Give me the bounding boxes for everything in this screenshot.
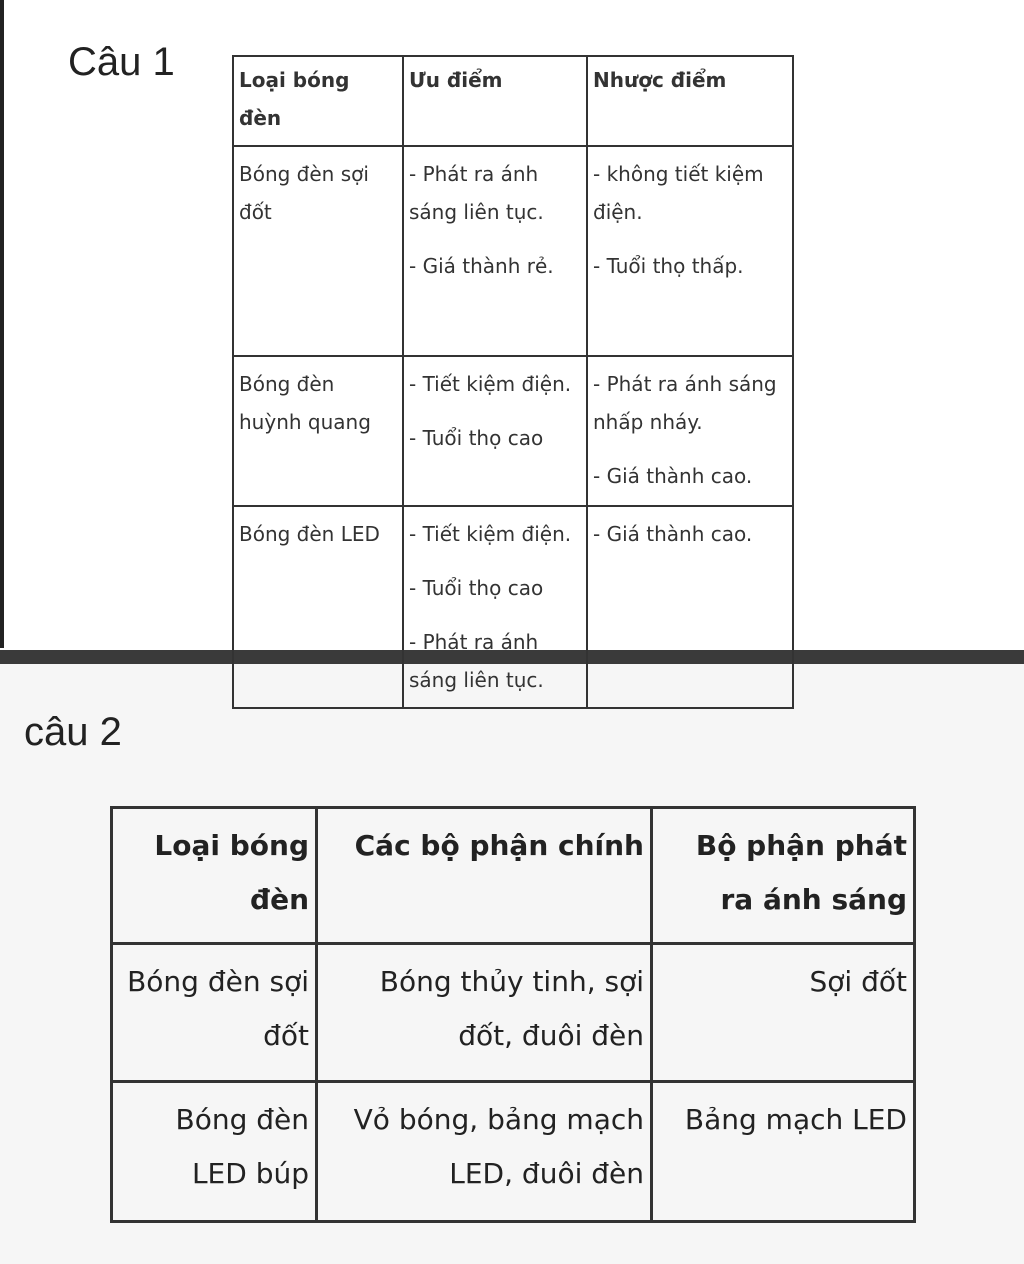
q1-cell-cons: [587, 356, 793, 506]
q2-cell-type: Bóng đèn LED búp: [112, 1082, 317, 1222]
table-row: [112, 1082, 915, 1222]
q1-cell-pros: [403, 506, 587, 708]
q2-cell-light-part: Bảng mạch LED: [652, 1082, 915, 1222]
question1-table: [232, 55, 794, 709]
q2-cell-parts: Vỏ bóng, bảng mạch LED, đuôi đèn: [317, 1082, 652, 1222]
table-row: [112, 944, 915, 1082]
question2-title: câu 2: [24, 710, 122, 754]
con-line: - Phát ra ánh sáng nhấp nháy.: [593, 372, 777, 434]
q2-cell-type: Bóng đèn sợi đốt: [112, 944, 317, 1082]
con-line: - Giá thành cao.: [593, 464, 753, 488]
pro-line: - Tuổi thọ cao: [409, 426, 544, 450]
pro-line: - Tiết kiệm điện.: [409, 372, 572, 396]
q2-header-type: Loại bóng đèn: [112, 808, 317, 944]
table-row: [233, 146, 793, 356]
pro-line: - Phát ra ánh sáng liên tục.: [409, 630, 544, 692]
q1-cell-cons: [587, 506, 793, 708]
q1-cell-pros: [403, 146, 587, 356]
q1-header-type: Loại bóng đèn: [233, 56, 403, 146]
q1-cell-type: Bóng đèn sợi đốt: [233, 146, 403, 356]
q2-header-parts: Các bộ phận chính: [317, 808, 652, 944]
con-line: - Tuổi thọ thấp.: [593, 254, 744, 278]
left-border: [0, 0, 4, 648]
table-row: [233, 356, 793, 506]
q1-cell-type: Bóng đèn LED: [233, 506, 403, 708]
pro-line: - Phát ra ánh sáng liên tục.: [409, 162, 544, 224]
q1-header-pros: Ưu điểm: [403, 56, 587, 146]
q1-header-cons: Nhược điểm: [587, 56, 793, 146]
con-line: - Giá thành cao.: [593, 522, 753, 546]
q1-cell-cons: [587, 146, 793, 356]
q2-header-light-part: Bộ phận phát ra ánh sáng: [652, 808, 915, 944]
table-row: [233, 506, 793, 708]
con-line: - không tiết kiệm điện.: [593, 162, 764, 224]
pro-line: - Tiết kiệm điện.: [409, 522, 572, 546]
q1-cell-pros: [403, 356, 587, 506]
question2-table: [110, 806, 916, 1223]
q2-cell-parts: Bóng thủy tinh, sợi đốt, đuôi đèn: [317, 944, 652, 1082]
q2-cell-light-part: Sợi đốt: [652, 944, 915, 1082]
q1-cell-type: Bóng đèn huỳnh quang: [233, 356, 403, 506]
question1-title: Câu 1: [68, 40, 175, 84]
pro-line: - Tuổi thọ cao: [409, 576, 544, 600]
pro-line: - Giá thành rẻ.: [409, 254, 554, 278]
